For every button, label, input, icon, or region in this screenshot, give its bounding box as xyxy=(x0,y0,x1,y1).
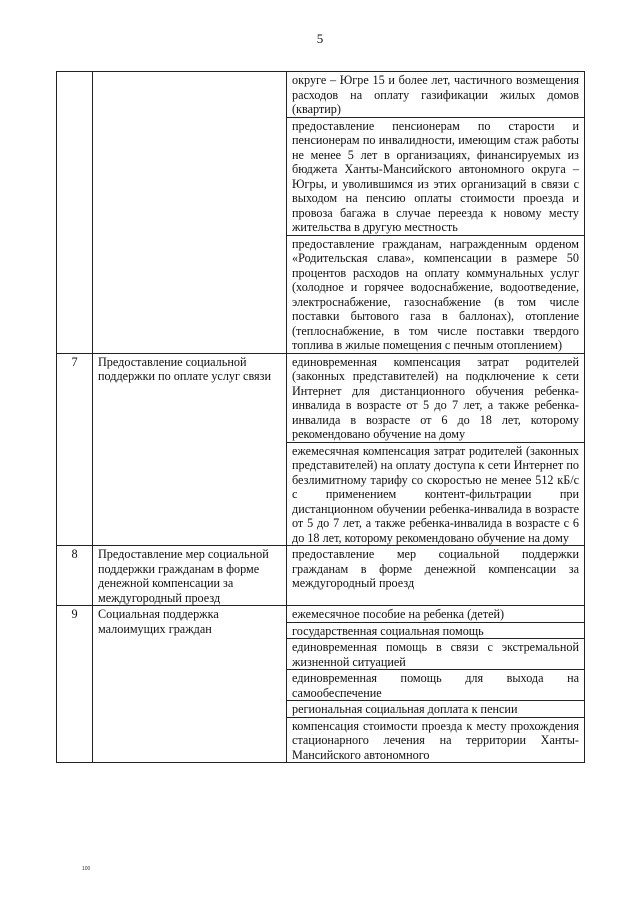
table-row xyxy=(57,546,585,606)
measure-item: региональная социальная доплата к пенсии xyxy=(287,701,584,718)
row-number-cell: 9 xyxy=(57,606,93,763)
measures-cell xyxy=(287,546,585,606)
measures-cell xyxy=(287,353,585,546)
row-number-cell xyxy=(57,72,93,354)
measure-item: предоставление мер социальной поддержки гражданам в форме денежной компенсации за междугородный проезд xyxy=(292,547,579,590)
table-row xyxy=(57,353,585,546)
measure-item: государственная социальная помощь xyxy=(287,623,584,640)
measures-cell xyxy=(287,72,585,354)
row-number-cell: 8 xyxy=(57,546,93,606)
page-number: 5 xyxy=(316,31,324,46)
measure-item: единовременная помощь для выхода на самообеспечение xyxy=(287,670,584,701)
measure-item: предоставление гражданам, награжденным орденом «Родительская слава», компенсации в размере 50 процентов расходов на оплату коммунальных услуг (холодное и горячее водоснабжение, водоотведение, электроснабжение, газоснабжение (в том числе поставки бытового газа в баллонах), отопление (теплоснабжение, в том числе поставки твердого топлива в жилые помещения с печным отоплением) xyxy=(292,236,579,352)
row-name-cell: Предоставление мер социальной поддержки гражданам в форме денежной компенсации за междугородный проезд xyxy=(93,546,287,606)
measure-item: округе – Югре 15 и более лет, частичного возмещения расходов на оплату газификации жилых домов (квартир) xyxy=(287,72,584,118)
row-name-cell xyxy=(93,72,287,354)
measure-item: единовременная помощь в связи с экстремальной жизненной ситуацией xyxy=(287,639,584,670)
measure-item: компенсация стоимости проезда к месту прохождения стационарного лечения на территории Ханты-Мансийского автономного xyxy=(292,718,579,762)
measure-item: единовременная компенсация затрат родителей (законных представителей) на подключение к сети Интернет для дистанционного обучения ребенка-инвалида в возрасте от 5 до 7 лет, а также ребенка-инвалида в возрасте от 6 до 18 лет, которому рекомендовано обучение на дому xyxy=(287,354,584,443)
measures-table xyxy=(56,71,585,763)
row-name-cell: Предоставление социальной поддержки по оплате услуг связи xyxy=(93,353,287,546)
measures-cell xyxy=(287,606,585,763)
measure-item: ежемесячная компенсация затрат родителей (законных представителей) на оплату доступа к сети Интернет по безлимитному тарифу со скоростью не менее 512 кБ/с с применением контент-фильтрации при дистанционном обучении ребенка-инвалида в возрасте от 5 до 7 лет, а также ребенка-инвалида в возрасте с 6 до 18 лет, которому рекомендовано обучение на дому xyxy=(292,443,579,545)
row-number-cell: 7 xyxy=(57,353,93,546)
measure-item: ежемесячное пособие на ребенка (детей) xyxy=(287,606,584,623)
table-row xyxy=(57,72,585,354)
row-name-cell: Социальная поддержка малоимущих граждан xyxy=(93,606,287,763)
table-row xyxy=(57,606,585,763)
footer-mark: 100 xyxy=(82,866,91,872)
measure-item: предоставление пенсионерам по старости и пенсионерам по инвалидности, имеющим стаж работы не менее 5 лет в организациях, финансируемых из бюджета Ханты-Мансийского автономного округа – Югры, и уволившимся из этих организаций в связи с выходом на пенсию оплаты стоимости проезда и провоза багажа в случае переезда к новому месту жительства в другую местность xyxy=(287,118,584,236)
